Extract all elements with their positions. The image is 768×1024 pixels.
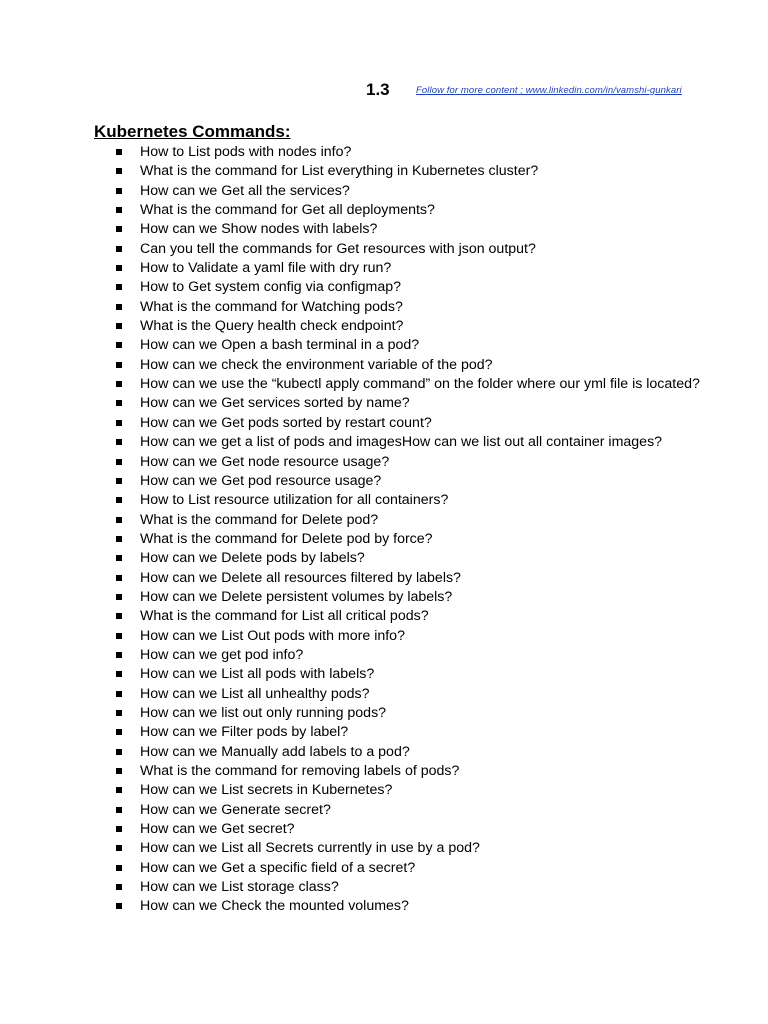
question-text: How to Validate a yaml file with dry run? xyxy=(140,260,392,277)
list-item xyxy=(0,453,768,472)
square-bullet-icon xyxy=(116,323,122,329)
list-item xyxy=(0,530,768,549)
list-item xyxy=(0,375,768,394)
list-item xyxy=(0,839,768,858)
list-item xyxy=(0,511,768,530)
square-bullet-icon xyxy=(116,284,122,290)
section-title: Kubernetes Commands: xyxy=(94,122,291,141)
question-text: What is the command for List all critical pods? xyxy=(140,608,429,625)
square-bullet-icon xyxy=(116,768,122,774)
question-text: How can we get pod info? xyxy=(140,646,304,663)
question-text: How can we List secrets in Kubernetes? xyxy=(140,782,393,799)
square-bullet-icon xyxy=(116,826,122,832)
square-bullet-icon xyxy=(116,246,122,252)
question-text: What is the command for Delete pod? xyxy=(140,511,379,528)
square-bullet-icon xyxy=(116,168,122,174)
square-bullet-icon xyxy=(116,304,122,310)
square-bullet-icon xyxy=(116,652,122,658)
question-text: What is the command for Get all deployments? xyxy=(140,202,435,219)
question-text: How can we List all pods with labels? xyxy=(140,666,375,683)
question-text: How can we Get services sorted by name? xyxy=(140,395,410,412)
list-item xyxy=(0,762,768,781)
question-text: What is the command for removing labels of pods? xyxy=(140,763,460,779)
square-bullet-icon xyxy=(116,459,122,465)
list-item xyxy=(0,414,768,433)
question-text: How can we get a list of pods and imagesHow can we list out all container images? xyxy=(140,434,663,451)
question-text: How can we Get node resource usage? xyxy=(140,453,390,470)
square-bullet-icon xyxy=(116,691,122,697)
question-text: How can we check the environment variable of the pod? xyxy=(140,356,493,373)
question-text: How can we Generate secret? xyxy=(140,801,331,818)
question-text: How can we Open a bash terminal in a pod? xyxy=(140,337,420,354)
list-item xyxy=(0,356,768,375)
question-text: Can you tell the commands for Get resources with json output? xyxy=(140,240,536,257)
page-header xyxy=(0,80,768,102)
square-bullet-icon xyxy=(116,749,122,755)
square-bullet-icon xyxy=(116,420,122,426)
list-item xyxy=(0,588,768,607)
square-bullet-icon xyxy=(116,613,122,619)
square-bullet-icon xyxy=(116,555,122,561)
square-bullet-icon xyxy=(116,381,122,387)
square-bullet-icon xyxy=(116,807,122,813)
list-item xyxy=(0,569,768,588)
list-item xyxy=(0,317,768,336)
question-text: How can we Check the mounted volumes? xyxy=(140,898,409,915)
list-item xyxy=(0,781,768,800)
question-list xyxy=(0,143,768,917)
square-bullet-icon xyxy=(116,362,122,368)
square-bullet-icon xyxy=(116,226,122,232)
question-text: How can we use the “kubectl apply command” on the folder where our yml file is located? xyxy=(140,376,700,393)
square-bullet-icon xyxy=(116,845,122,851)
question-text: What is the Query health check endpoint? xyxy=(140,318,404,335)
square-bullet-icon xyxy=(116,671,122,677)
question-text: How can we Delete pods by labels? xyxy=(140,550,365,567)
square-bullet-icon xyxy=(116,400,122,406)
list-item xyxy=(0,394,768,413)
list-item xyxy=(0,897,768,916)
square-bullet-icon xyxy=(116,594,122,600)
question-text: How can we List storage class? xyxy=(140,879,339,896)
list-item xyxy=(0,433,768,452)
square-bullet-icon xyxy=(116,188,122,194)
list-item xyxy=(0,472,768,491)
list-item xyxy=(0,723,768,742)
square-bullet-icon xyxy=(116,787,122,793)
square-bullet-icon xyxy=(116,865,122,871)
list-item xyxy=(0,801,768,820)
list-item xyxy=(0,878,768,897)
list-item xyxy=(0,607,768,626)
list-item xyxy=(0,491,768,510)
question-text: How can we Get all the services? xyxy=(140,182,350,199)
question-text: How can we Show nodes with labels? xyxy=(140,221,378,238)
question-text: How can we Delete persistent volumes by labels? xyxy=(140,588,453,605)
list-item xyxy=(0,549,768,568)
list-item xyxy=(0,820,768,839)
list-item xyxy=(0,220,768,239)
list-item xyxy=(0,743,768,762)
question-text: How can we List all unhealthy pods? xyxy=(140,685,370,702)
square-bullet-icon xyxy=(116,884,122,890)
question-text: How can we Manually add labels to a pod? xyxy=(140,743,410,760)
list-item xyxy=(0,665,768,684)
question-text: What is the command for List everything in Kubernetes cluster? xyxy=(140,163,539,180)
list-item xyxy=(0,298,768,317)
square-bullet-icon xyxy=(116,342,122,348)
question-text: How to List resource utilization for all containers? xyxy=(140,492,449,509)
square-bullet-icon xyxy=(116,575,122,581)
list-item xyxy=(0,646,768,665)
question-text: How can we List all Secrets currently in use by a pod? xyxy=(140,840,480,857)
list-item xyxy=(0,259,768,278)
question-text: What is the command for Watching pods? xyxy=(140,298,403,315)
question-text: How to List pods with nodes info? xyxy=(140,144,352,160)
square-bullet-icon xyxy=(116,536,122,542)
question-text: How to Get system config via configmap? xyxy=(140,279,402,296)
list-item xyxy=(0,182,768,201)
square-bullet-icon xyxy=(116,207,122,213)
question-text: How can we Delete all resources filtered by labels? xyxy=(140,569,461,586)
question-text: How can we List Out pods with more info? xyxy=(140,627,405,644)
question-text: How can we Get secret? xyxy=(140,821,295,838)
square-bullet-icon xyxy=(116,729,122,735)
list-item xyxy=(0,278,768,297)
list-item xyxy=(0,240,768,259)
question-text: How can we Get pods sorted by restart count? xyxy=(140,414,432,431)
question-text: How can we Get pod resource usage? xyxy=(140,472,382,489)
question-text: What is the command for Delete pod by force? xyxy=(140,530,433,547)
square-bullet-icon xyxy=(116,149,122,155)
list-item xyxy=(0,627,768,646)
list-item xyxy=(0,685,768,704)
follow-link[interactable]: Follow for more content ; www.linkedin.com/in/vamshi-gunkari xyxy=(416,85,682,96)
square-bullet-icon xyxy=(116,633,122,639)
list-item xyxy=(0,201,768,220)
list-item xyxy=(0,143,768,162)
list-item xyxy=(0,859,768,878)
question-text: How can we list out only running pods? xyxy=(140,704,387,721)
square-bullet-icon xyxy=(116,478,122,484)
square-bullet-icon xyxy=(116,710,122,716)
square-bullet-icon xyxy=(116,497,122,503)
list-item xyxy=(0,162,768,181)
question-text: How can we Filter pods by label? xyxy=(140,724,349,741)
list-item xyxy=(0,704,768,723)
page-number: 1.3 xyxy=(366,80,390,99)
list-item xyxy=(0,336,768,355)
square-bullet-icon xyxy=(116,903,122,909)
square-bullet-icon xyxy=(116,517,122,523)
question-text: How can we Get a specific field of a secret? xyxy=(140,859,416,876)
square-bullet-icon xyxy=(116,439,122,445)
square-bullet-icon xyxy=(116,265,122,271)
